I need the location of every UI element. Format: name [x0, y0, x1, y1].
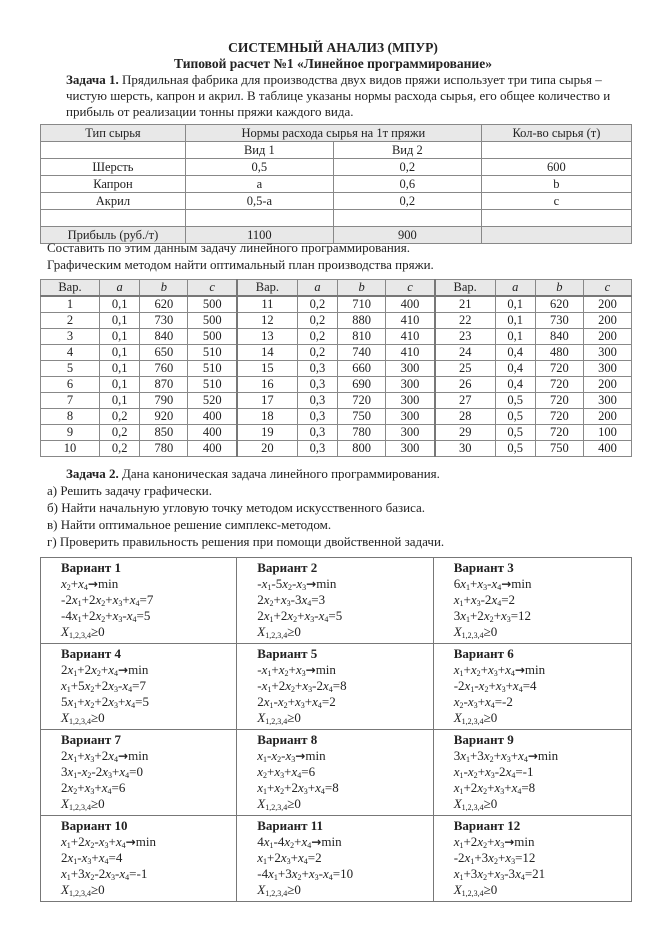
table-cell: 0,3 [297, 409, 337, 425]
table-cell: 0,1 [99, 296, 139, 313]
table-cell: 720 [338, 393, 386, 409]
table-cell: a [185, 176, 333, 193]
variant-card [41, 644, 237, 730]
constraint: $-2x_1+3x_2+x_3=12$ [453, 850, 536, 866]
table-cell: 29 [435, 425, 495, 441]
table-row [41, 159, 632, 176]
nonnegativity-constraint: $X_{1,2,3,4}\ge 0$ [257, 710, 301, 726]
variant-card [41, 730, 237, 816]
table-cell: 500 [188, 296, 237, 313]
table-cell: 6 [41, 377, 100, 393]
column-header: b [140, 280, 188, 297]
table-cell: 0,1 [99, 345, 139, 361]
table-cell: 300 [386, 425, 435, 441]
table-header-row [41, 280, 632, 297]
variant-title: Вариант 12 [453, 818, 521, 833]
task2-item-d: г) Проверить правильность решения при помощи двойственной задачи. [47, 534, 445, 549]
table-cell: 13 [237, 329, 297, 345]
nonnegativity-constraint: $X_{1,2,3,4}\ge 0$ [61, 624, 105, 640]
table-cell: 730 [535, 313, 583, 329]
variants-row [41, 558, 632, 644]
variant-title: Вариант 2 [257, 560, 318, 575]
subheader-type1: Вид 1 [185, 142, 333, 159]
table-cell: 0,2 [99, 409, 139, 425]
table-cell: 27 [435, 393, 495, 409]
variants-row [41, 644, 632, 730]
table-cell: 300 [386, 377, 435, 393]
document-title: СИСТЕМНЫЙ АНАЛИЗ (МПУР) [228, 40, 438, 55]
table-cell: 0,5 [185, 159, 333, 176]
column-header: a [495, 280, 535, 297]
table-cell: 0,2 [297, 345, 337, 361]
table-subheader-row [41, 142, 632, 159]
table-cell: 15 [237, 361, 297, 377]
table-cell [333, 210, 481, 227]
table-cell: 28 [435, 409, 495, 425]
table-cell: 0,5 [495, 393, 535, 409]
header-norms: Нормы расхода сырья на 1т пряжи [185, 125, 481, 142]
table-cell: 0,3 [297, 361, 337, 377]
table-cell: 10 [41, 441, 100, 457]
constraint: $5x_1+x_2+2x_3+x_4=5$ [61, 694, 149, 710]
table-cell: 760 [140, 361, 188, 377]
column-header: b [338, 280, 386, 297]
table-cell: 790 [140, 393, 188, 409]
column-header: c [188, 280, 237, 297]
table-cell: 0,4 [495, 377, 535, 393]
table-cell: 510 [188, 361, 237, 377]
table-cell [481, 227, 631, 244]
document-subtitle: Типовой расчет №1 «Линейное программирование» [174, 56, 492, 71]
table-cell: b [481, 176, 631, 193]
variant-title: Вариант 11 [257, 818, 324, 833]
subheader-type2: Вид 2 [333, 142, 481, 159]
table-cell: 30 [435, 441, 495, 457]
table-cell: 0,2 [297, 329, 337, 345]
table-cell: 21 [435, 296, 495, 313]
constraint: $x_1+2x_3+x_4=2$ [257, 850, 322, 866]
constraint: $x_1+3x_2-2x_3-x_4=-1$ [61, 866, 148, 882]
constraint: $x_1+x_3-2x_4=2$ [453, 592, 516, 608]
table-cell: 1100 [185, 227, 333, 244]
materials-table [40, 124, 632, 244]
nonnegativity-constraint: $X_{1,2,3,4}\ge 0$ [257, 624, 301, 640]
constraint: $3x_1-x_2-2x_3+x_4=0$ [61, 764, 143, 780]
table-cell: 0,1 [99, 361, 139, 377]
variants-grid [40, 557, 632, 902]
constraint: $x_1+5x_2+2x_3-x_4=7$ [61, 678, 146, 694]
table-cell: 2 [41, 313, 100, 329]
table-cell: 9 [41, 425, 100, 441]
table-cell: 0,5-a [185, 193, 333, 210]
nonnegativity-constraint: $X_{1,2,3,4}\ge 0$ [453, 796, 498, 812]
constraint: $2x_1-x_3+x_4=4$ [61, 850, 123, 866]
column-header: a [99, 280, 139, 297]
table-row [41, 193, 632, 210]
table-header-row [41, 125, 632, 142]
table-row [41, 176, 632, 193]
constraint: $3x_1+2x_2+x_3=12$ [453, 608, 532, 624]
table-cell: 0,1 [99, 313, 139, 329]
table-cell: 300 [386, 393, 435, 409]
table-cell: 400 [386, 296, 435, 313]
constraint: $2x_2+x_3-3x_4=3$ [257, 592, 326, 608]
table-cell: 0,4 [495, 345, 535, 361]
constraint: $x_2+x_3+x_4=6$ [257, 764, 316, 780]
variant-title: Вариант 7 [61, 732, 122, 747]
table-cell: 0,2 [297, 296, 337, 313]
table-cell: 200 [583, 329, 631, 345]
task2-item-c: в) Найти оптимальное решение симплекс-методом. [47, 517, 332, 532]
table-cell: 720 [535, 393, 583, 409]
table-cell [185, 210, 333, 227]
column-header: a [297, 280, 337, 297]
table-cell: 20 [237, 441, 297, 457]
variant-card [237, 816, 433, 902]
table-cell: 400 [583, 441, 631, 457]
table-cell: 0,2 [297, 313, 337, 329]
table-cell: 0,1 [99, 329, 139, 345]
table-cell: 0,4 [495, 361, 535, 377]
objective-function: $2x_1+x_3+2x_4\to\min$ [61, 748, 149, 764]
table-cell: 750 [338, 409, 386, 425]
table-row [41, 361, 632, 377]
table-cell: 300 [386, 361, 435, 377]
table-cell: 400 [188, 425, 237, 441]
table-row [41, 296, 632, 313]
variant-title: Вариант 10 [61, 818, 128, 833]
constraint: $2x_1+2x_2+x_3-x_4=5$ [257, 608, 343, 624]
table-cell: 500 [188, 329, 237, 345]
variant-title: Вариант 4 [61, 646, 122, 661]
table-row [41, 345, 632, 361]
table-cell: 660 [338, 361, 386, 377]
column-header: b [535, 280, 583, 297]
table-cell: 720 [535, 361, 583, 377]
nonnegativity-constraint: $X_{1,2,3,4}\ge 0$ [453, 624, 498, 640]
constraint: $x_1+3x_2+x_3-3x_4=21$ [453, 866, 546, 882]
table-cell: 620 [535, 296, 583, 313]
table-cell: 510 [188, 345, 237, 361]
table-cell: 200 [583, 296, 631, 313]
table-cell: 0,2 [333, 159, 481, 176]
table-cell: 7 [41, 393, 100, 409]
table-cell: 710 [338, 296, 386, 313]
nonnegativity-constraint: $X_{1,2,3,4}\ge 0$ [453, 710, 498, 726]
table-cell: Прибыль (руб./т) [41, 227, 186, 244]
table-cell: 690 [338, 377, 386, 393]
table-cell: 720 [535, 409, 583, 425]
table-cell: 4 [41, 345, 100, 361]
constraint: $-2x_1-x_2+x_3+x_4=4$ [453, 678, 537, 694]
table-cell: 22 [435, 313, 495, 329]
nonnegativity-constraint: $X_{1,2,3,4}\ge 0$ [61, 710, 105, 726]
nonnegativity-constraint: $X_{1,2,3,4}\ge 0$ [257, 796, 301, 812]
table-cell: 0,3 [297, 441, 337, 457]
task1-label: Задача 1. [66, 72, 119, 87]
table-cell: 840 [535, 329, 583, 345]
table-cell: 750 [535, 441, 583, 457]
table-row [41, 210, 632, 227]
column-header: Вар. [237, 280, 297, 297]
table-cell: 730 [140, 313, 188, 329]
table-cell: c [481, 193, 631, 210]
header-material-type: Тип сырья [41, 125, 186, 142]
table-cell: 410 [386, 313, 435, 329]
objective-function: $-x_1-5x_2-x_3\to\min$ [257, 576, 337, 592]
nonnegativity-constraint: $X_{1,2,3,4}\ge 0$ [453, 882, 498, 898]
variant-card [237, 558, 433, 644]
variant-card [433, 816, 631, 902]
table-cell: 14 [237, 345, 297, 361]
table-cell: Капрон [41, 176, 186, 193]
objective-function: $3x_1+3x_2+x_3+x_4\to\min$ [453, 748, 559, 764]
table-cell: 18 [237, 409, 297, 425]
objective-function: $x_1-x_2-x_3\to\min$ [257, 748, 326, 764]
variants-row [41, 816, 632, 902]
variant-title: Вариант 6 [453, 646, 514, 661]
table-cell: 0,5 [495, 425, 535, 441]
table-cell: 0,5 [495, 441, 535, 457]
table-cell: 500 [188, 313, 237, 329]
nonnegativity-constraint: $X_{1,2,3,4}\ge 0$ [61, 796, 105, 812]
objective-function: $4x_1-4x_2+x_4\to\min$ [257, 834, 342, 850]
constraint: $-x_1+2x_2+x_3-2x_4=8$ [257, 678, 347, 694]
variant-card [41, 816, 237, 902]
table-cell: 25 [435, 361, 495, 377]
table-row [41, 377, 632, 393]
table-cell: 650 [140, 345, 188, 361]
table-cell: 850 [140, 425, 188, 441]
table-cell: 0,3 [297, 377, 337, 393]
table-cell: 410 [386, 329, 435, 345]
objective-function: $2x_1+2x_2+x_4\to\min$ [61, 662, 149, 678]
table-cell: 26 [435, 377, 495, 393]
table-cell: 300 [583, 361, 631, 377]
constraint: $x_1-x_2+x_3-2x_4=-1$ [453, 764, 534, 780]
table-cell [41, 210, 186, 227]
table-cell: 0,3 [297, 425, 337, 441]
table-row [41, 441, 632, 457]
table-cell: 840 [140, 329, 188, 345]
table-cell: 11 [237, 296, 297, 313]
table-cell: 600 [481, 159, 631, 176]
table-cell: 200 [583, 409, 631, 425]
objective-function: $x_2+x_4\to\min$ [61, 576, 119, 592]
table-cell: 200 [583, 377, 631, 393]
table-cell: 300 [583, 345, 631, 361]
table-cell: 100 [583, 425, 631, 441]
table-cell: 0,1 [495, 313, 535, 329]
table-cell: 480 [535, 345, 583, 361]
table-cell: 24 [435, 345, 495, 361]
table-cell: 300 [583, 393, 631, 409]
variants-row [41, 730, 632, 816]
variant-card [41, 558, 237, 644]
column-header: c [386, 280, 435, 297]
table-cell: 920 [140, 409, 188, 425]
table-cell: 3 [41, 329, 100, 345]
constraint: $2x_1-x_2+x_3+x_4=2$ [257, 694, 336, 710]
table-cell: 810 [338, 329, 386, 345]
table-cell: 23 [435, 329, 495, 345]
table-cell: 400 [188, 441, 237, 457]
table-cell: 19 [237, 425, 297, 441]
table-cell: 510 [188, 377, 237, 393]
variant-card [433, 644, 631, 730]
table-cell: 720 [535, 425, 583, 441]
table-cell: 620 [140, 296, 188, 313]
table-cell: 780 [140, 441, 188, 457]
nonnegativity-constraint: $X_{1,2,3,4}\ge 0$ [61, 882, 105, 898]
table-cell: 1 [41, 296, 100, 313]
column-header: c [583, 280, 631, 297]
table-cell: 0,2 [99, 425, 139, 441]
variant-card [433, 730, 631, 816]
nonnegativity-constraint: $X_{1,2,3,4}\ge 0$ [257, 882, 301, 898]
task1-text: Прядильная фабрика для производства двух видов пряжи использует три типа сырья – чистую шерсть, капрон и акрил. В таблице указаны нормы расхода сырья, его общее количество и прибыль от реализации тонны пряжи каждого вида. [66, 72, 611, 119]
task2-text: Дана каноническая задача линейного программирования. [122, 466, 440, 481]
table-cell: 0,3 [297, 393, 337, 409]
table-row [41, 425, 632, 441]
column-header: Вар. [435, 280, 495, 297]
table-row [41, 393, 632, 409]
variant-title: Вариант 5 [257, 646, 318, 661]
table-cell: 400 [188, 409, 237, 425]
table-cell: 0,1 [99, 393, 139, 409]
constraint: $2x_2+x_3+x_4=6$ [61, 780, 126, 796]
variants-parameters-table [40, 279, 632, 457]
table-cell: 0,5 [495, 409, 535, 425]
table-cell: 800 [338, 441, 386, 457]
constraint: $-4x_1+3x_2+x_3-x_4=10$ [257, 866, 354, 882]
table-cell: 780 [338, 425, 386, 441]
column-header: Вар. [41, 280, 100, 297]
table-cell: 300 [386, 441, 435, 457]
table-cell: 880 [338, 313, 386, 329]
instruction-1: Составить по этим данным задачу линейного программирования. [47, 240, 410, 255]
objective-function: $x_1+2x_2+x_3\to\min$ [453, 834, 535, 850]
table-cell: Шерсть [41, 159, 186, 176]
constraint: $-2x_1+2x_2+x_3+x_4=7$ [61, 592, 154, 608]
constraint: $x_2-x_3+x_4=-2$ [453, 694, 513, 710]
task2-item-b: б) Найти начальную угловую точку методом искусственного базиса. [47, 500, 426, 515]
variant-card [237, 644, 433, 730]
table-cell: 870 [140, 377, 188, 393]
table-row [41, 409, 632, 425]
table-cell: 410 [386, 345, 435, 361]
objective-function: $x_1+2x_2-x_3+x_4\to\min$ [61, 834, 156, 850]
table-cell: 17 [237, 393, 297, 409]
instruction-2: Графическим методом найти оптимальный план производства пряжи. [47, 257, 434, 272]
variant-card [433, 558, 631, 644]
table-cell: 5 [41, 361, 100, 377]
table-cell: 0,6 [333, 176, 481, 193]
objective-function: $6x_1+x_3-x_4\to\min$ [453, 576, 532, 592]
constraint: $x_1+2x_2+x_3+x_4=8$ [453, 780, 536, 796]
objective-function: $x_1+x_2+x_3+x_4\to\min$ [453, 662, 546, 678]
table-cell: 8 [41, 409, 100, 425]
variant-title: Вариант 1 [61, 560, 122, 575]
variant-title: Вариант 3 [453, 560, 514, 575]
task2-description [66, 466, 440, 482]
table-cell: 16 [237, 377, 297, 393]
table-cell: 0,1 [99, 377, 139, 393]
table-cell: Акрил [41, 193, 186, 210]
constraint: $-4x_1+2x_2+x_3-x_4=5$ [61, 608, 151, 624]
variant-title: Вариант 8 [257, 732, 318, 747]
table-row [41, 329, 632, 345]
table-cell: 0,1 [495, 296, 535, 313]
objective-function: $-x_1+x_2+x_3\to\min$ [257, 662, 336, 678]
header-quantity: Кол-во сырья (т) [481, 125, 631, 142]
table-cell: 0,2 [333, 193, 481, 210]
task1-description [66, 72, 636, 120]
constraint: $x_1+x_2+2x_3+x_4=8$ [257, 780, 339, 796]
task2-label: Задача 2. [66, 466, 119, 481]
table-cell: 300 [386, 409, 435, 425]
table-row [41, 313, 632, 329]
table-cell: 740 [338, 345, 386, 361]
task2-item-a: а) Решить задачу графически. [47, 483, 212, 498]
table-cell: 520 [188, 393, 237, 409]
variant-card [237, 730, 433, 816]
table-cell: 900 [333, 227, 481, 244]
table-cell [481, 210, 631, 227]
table-cell: 720 [535, 377, 583, 393]
table-cell: 12 [237, 313, 297, 329]
variant-title: Вариант 9 [453, 732, 514, 747]
table-cell: 0,2 [99, 441, 139, 457]
table-cell: 200 [583, 313, 631, 329]
table-cell: 0,1 [495, 329, 535, 345]
